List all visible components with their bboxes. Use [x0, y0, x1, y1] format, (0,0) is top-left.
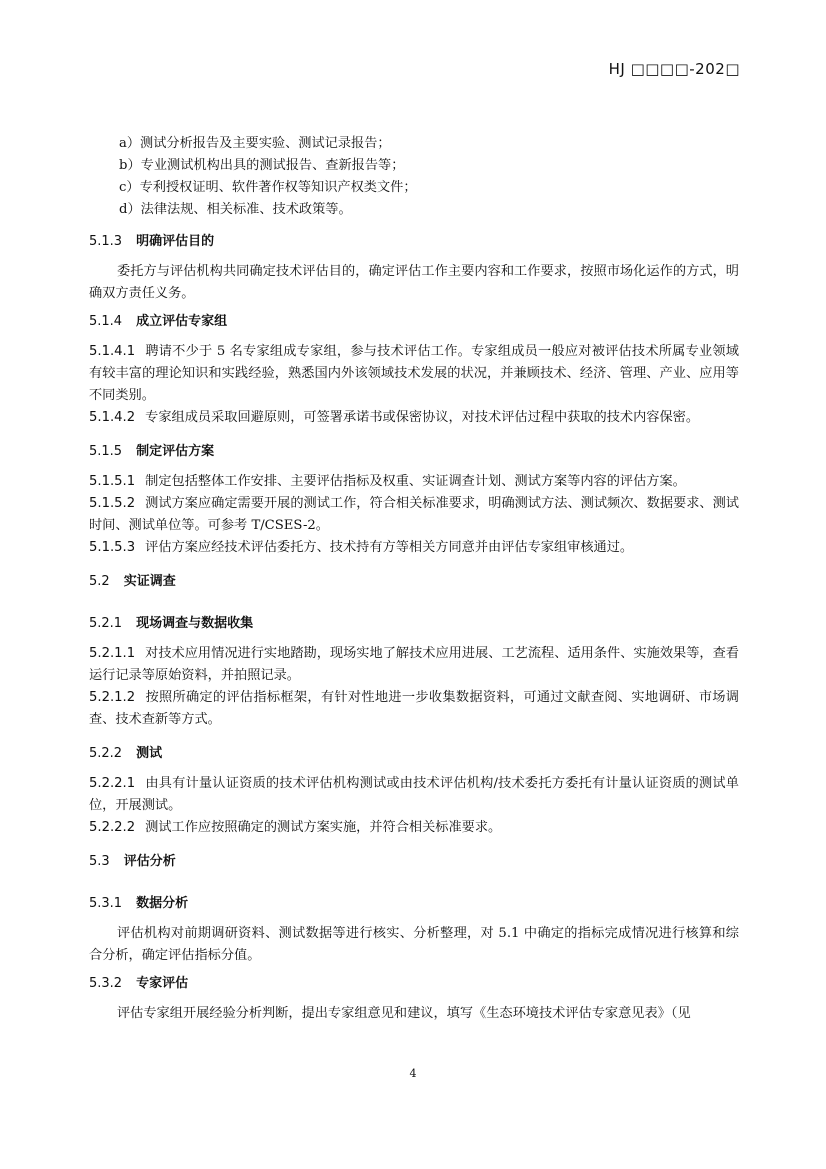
- clause-text: 按照所确定的评估指标框架，有针对性地进一步收集数据资料，可通过文献查阅、实地调研、市场调查、技术查新等方式。: [89, 690, 739, 727]
- clause-text: 聘请不少于 5 名专家组成专家组，参与技术评估工作。专家组成员一般应对被评估技术所属专业领域有较丰富的理论知识和实践经验，熟悉国内外该领域技术发展的状况，并兼顾技术、经济、管理、产业、应用等不同类别。: [89, 344, 739, 403]
- heading-title: 测试: [136, 746, 163, 761]
- heading-5-3-1: [89, 893, 739, 915]
- clause-number: 5.2.2.2: [89, 820, 136, 835]
- heading-5-2: [89, 571, 739, 593]
- heading-title: 制定评估方案: [136, 444, 215, 459]
- heading-5-1-5: [89, 441, 739, 463]
- heading-5-3-2: [89, 973, 739, 995]
- paragraph-5-3-1: 评估机构对前期调研资料、测试数据等进行核实、分析整理，对 5.1 中确定的指标完成情况进行核算和综合分析，确定评估指标分值。: [89, 926, 739, 963]
- heading-number: 5.1.4: [89, 314, 123, 329]
- list-item-a: a）测试分析报告及主要实验、测试记录报告；: [119, 136, 391, 151]
- heading-title: 明确评估目的: [136, 234, 215, 249]
- clause-text: 评估方案应经技术评估委托方、技术持有方等相关方同意并由评估专家组审核通过。: [145, 540, 634, 555]
- heading-title: 成立评估专家组: [136, 314, 228, 329]
- heading-number: 5.2: [89, 574, 110, 589]
- clause-number: 5.1.4.1: [89, 344, 136, 359]
- heading-5-1-3: [89, 231, 739, 253]
- paragraph-5-3-2: 评估专家组开展经验分析判断，提出专家组意见和建议，填写《生态环境技术评估专家意见表》（见: [117, 1006, 691, 1021]
- clause-5-1-5-2: [89, 493, 739, 537]
- clause-text: 由具有计量认证资质的技术评估机构测试或由技术评估机构/技术委托方委托有计量认证资质的测试单位，开展测试。: [89, 776, 739, 813]
- clause-number: 5.2.2.1: [89, 776, 136, 791]
- clause-5-1-5-1: [89, 471, 739, 493]
- heading-number: 5.2.1: [89, 616, 123, 631]
- heading-5-2-1: [89, 613, 739, 635]
- heading-title: 实证调查: [123, 574, 176, 589]
- heading-number: 5.1.3: [89, 234, 123, 249]
- list-item-b: b）专业测试机构出具的测试报告、查新报告等；: [119, 158, 405, 173]
- clause-text: 制定包括整体工作安排、主要评估指标及权重、实证调查计划、测试方案等内容的评估方案。: [145, 474, 686, 489]
- clause-text: 对技术应用情况进行实地踏勘，现场实地了解技术应用进展、工艺流程、适用条件、实施效果等，查看运行记录等原始资料，并拍照记录。: [89, 646, 739, 683]
- heading-number: 5.3.2: [89, 976, 123, 991]
- clause-5-2-2-1: [89, 773, 739, 817]
- list-item-d: d）法律法规、相关标准、技术政策等。: [119, 202, 352, 217]
- paragraph-5-1-3: 委托方与评估机构共同确定技术评估目的，确定评估工作主要内容和工作要求，按照市场化运作的方式，明确双方责任义务。: [89, 264, 739, 301]
- document-body: [89, 133, 739, 1031]
- heading-title: 评估分析: [123, 854, 176, 869]
- clause-number: 5.2.1.2: [89, 690, 136, 705]
- heading-number: 5.3: [89, 854, 110, 869]
- heading-5-1-4: [89, 311, 739, 333]
- clause-number: 5.2.1.1: [89, 646, 136, 661]
- heading-5-3: [89, 851, 739, 873]
- heading-number: 5.2.2: [89, 746, 123, 761]
- heading-5-2-2: [89, 743, 739, 765]
- clause-number: 5.1.5.3: [89, 540, 136, 555]
- heading-title: 数据分析: [136, 896, 189, 911]
- heading-number: 5.1.5: [89, 444, 123, 459]
- clause-number: 5.1.5.1: [89, 474, 136, 489]
- clause-text: 专家组成员采取回避原则，可签署承诺书或保密协议，对技术评估过程中获取的技术内容保密。: [145, 410, 700, 425]
- list-item-c: c）专利授权证明、软件著作权等知识产权类文件；: [119, 180, 417, 195]
- clause-number: 5.1.5.2: [89, 496, 136, 511]
- document-code: HJ □□□□-202□: [608, 60, 740, 78]
- heading-title: 现场调查与数据收集: [136, 616, 254, 631]
- page-number: 4: [409, 1067, 417, 1080]
- clause-text: 测试工作应按照确定的测试方案实施，并符合相关标准要求。: [145, 820, 502, 835]
- clause-5-2-1-1: [89, 643, 739, 687]
- clause-5-1-4-1: [89, 341, 739, 407]
- clause-5-1-5-3: [89, 537, 739, 559]
- heading-number: 5.3.1: [89, 896, 123, 911]
- clause-5-2-1-2: [89, 687, 739, 731]
- clause-5-2-2-2: [89, 817, 739, 839]
- heading-title: 专家评估: [136, 976, 189, 991]
- clause-number: 5.1.4.2: [89, 410, 136, 425]
- clause-5-1-4-2: [89, 407, 739, 429]
- clause-text: 测试方案应确定需要开展的测试工作，符合相关标准要求，明确测试方法、测试频次、数据要求、测试时间、测试单位等。可参考 T/CSES-2。: [89, 496, 739, 533]
